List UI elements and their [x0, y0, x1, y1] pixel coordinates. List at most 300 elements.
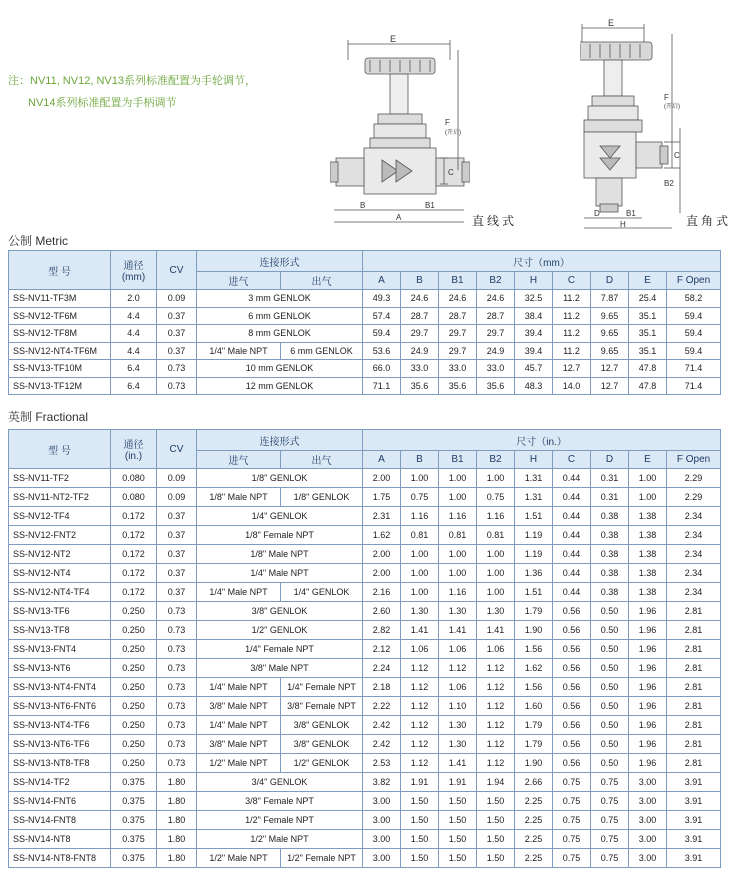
cell-dim: 0.75 [553, 773, 591, 792]
label-e-angle: E [608, 18, 615, 28]
cell-dim: 1.50 [477, 811, 515, 830]
cell-dim: 1.00 [401, 583, 439, 602]
cell-outlet: 1/4" GENLOK [281, 583, 363, 602]
label-a: A [396, 213, 402, 222]
cell-dim: 1.96 [629, 678, 667, 697]
header-dim-h: H [515, 451, 553, 469]
cell-outlet: 3/8" Female NPT [281, 697, 363, 716]
cell-dim: 2.81 [667, 716, 721, 735]
cell-dim: 1.90 [515, 621, 553, 640]
cell-dim: 35.6 [477, 377, 515, 395]
cell-bore: 4.4 [111, 342, 157, 360]
header-dimensions: 尺寸（in.） [363, 430, 721, 451]
cell-dim: 33.0 [439, 360, 477, 378]
cell-dim: 28.7 [477, 307, 515, 325]
cell-dim: 0.31 [591, 488, 629, 507]
cell-model: SS-NV13-TF10M [9, 360, 111, 378]
cell-bore: 0.172 [111, 507, 157, 526]
cell-cv: 0.73 [157, 621, 197, 640]
cell-dim: 0.81 [439, 526, 477, 545]
cell-dim: 1.16 [439, 583, 477, 602]
cell-dim: 1.75 [363, 488, 401, 507]
cell-dim: 1.16 [439, 507, 477, 526]
cell-dim: 14.0 [553, 377, 591, 395]
cell-dim: 0.44 [553, 488, 591, 507]
cell-dim: 0.44 [553, 545, 591, 564]
cell-dim: 2.16 [363, 583, 401, 602]
label-h: H [620, 220, 626, 229]
cell-cv: 0.37 [157, 526, 197, 545]
cell-dim: 0.44 [553, 469, 591, 488]
cell-dim: 1.12 [401, 659, 439, 678]
header-dim-f-open: F Open [667, 451, 721, 469]
cell-cv: 1.80 [157, 811, 197, 830]
header-inlet: 进气 [197, 451, 281, 469]
cell-dim: 35.6 [439, 377, 477, 395]
table-row [9, 773, 727, 792]
header-inlet: 进气 [197, 272, 281, 290]
table-row [9, 360, 727, 378]
config-note [8, 70, 256, 114]
cell-dim: 2.66 [515, 773, 553, 792]
table-row [9, 830, 727, 849]
cell-dim: 1.19 [515, 545, 553, 564]
table-row [9, 735, 727, 754]
cell-cv: 0.73 [157, 640, 197, 659]
cell-bore: 0.080 [111, 488, 157, 507]
cell-bore: 0.250 [111, 678, 157, 697]
cell-dim: 1.30 [439, 716, 477, 735]
header-outlet: 出气 [281, 451, 363, 469]
cell-dim: 0.75 [591, 830, 629, 849]
cell-dim: 1.91 [401, 773, 439, 792]
cell-dim: 3.00 [629, 792, 667, 811]
cell-dim: 0.50 [591, 735, 629, 754]
note-line-1: 注：NV11, NV12, NV13系列标准配置为手轮调节， [8, 75, 256, 87]
cell-dim: 24.6 [439, 290, 477, 308]
cell-dim: 71.4 [667, 360, 721, 378]
cell-dim: 0.56 [553, 602, 591, 621]
cell-bore: 0.250 [111, 735, 157, 754]
cell-dim: 59.4 [363, 325, 401, 343]
cell-dim: 0.75 [591, 811, 629, 830]
cell-model: SS-NV13-TF6 [9, 602, 111, 621]
cell-dim: 28.7 [439, 307, 477, 325]
cell-dim: 2.29 [667, 469, 721, 488]
cell-outlet: 1/2" Female NPT [281, 849, 363, 868]
header-dim-d: D [591, 451, 629, 469]
cell-dim: 1.16 [401, 507, 439, 526]
cell-dim: 1.50 [401, 830, 439, 849]
label-e: E [390, 34, 397, 44]
metric-title: 公制 Metric [8, 234, 69, 248]
cell-cv: 0.09 [157, 488, 197, 507]
cell-dim: 1.96 [629, 602, 667, 621]
cell-cv: 0.37 [157, 507, 197, 526]
cell-dim: 1.56 [515, 678, 553, 697]
cell-dim: 0.44 [553, 526, 591, 545]
cell-dim: 1.30 [439, 735, 477, 754]
cell-dim: 1.00 [477, 583, 515, 602]
cell-dim: 3.00 [363, 811, 401, 830]
cell-dim: 1.96 [629, 754, 667, 773]
cell-dim: 0.38 [591, 545, 629, 564]
cell-dim: 2.34 [667, 507, 721, 526]
cell-dim: 3.00 [629, 830, 667, 849]
cell-dim: 1.96 [629, 716, 667, 735]
cell-dim: 24.6 [477, 290, 515, 308]
table-row [9, 697, 727, 716]
cell-dim: 1.79 [515, 735, 553, 754]
cell-dim: 1.50 [401, 811, 439, 830]
cell-dim: 12.7 [591, 377, 629, 395]
cell-dim: 29.7 [439, 342, 477, 360]
cell-dim: 11.2 [553, 342, 591, 360]
cell-dim: 59.4 [667, 342, 721, 360]
cell-bore: 4.4 [111, 307, 157, 325]
header-bore: 通径 (in.) [111, 430, 157, 469]
cell-outlet: 6 mm GENLOK [281, 342, 363, 360]
cell-dim: 1.94 [477, 773, 515, 792]
cell-dim: 1.06 [439, 640, 477, 659]
cell-dim: 11.2 [553, 325, 591, 343]
table-row [9, 307, 727, 325]
cell-dim: 1.12 [439, 659, 477, 678]
header-dim-b2: B2 [477, 272, 515, 290]
cell-dim: 1.30 [477, 602, 515, 621]
svg-text:F: F [445, 118, 450, 127]
cell-model: SS-NV14-TF2 [9, 773, 111, 792]
cell-dim: 3.91 [667, 830, 721, 849]
cell-dim: 0.75 [553, 811, 591, 830]
svg-text:(开启): (开启) [445, 130, 461, 136]
cell-dim: 1.50 [477, 849, 515, 868]
table-row [9, 564, 727, 583]
cell-dim: 29.7 [401, 325, 439, 343]
cell-dim: 1.41 [477, 621, 515, 640]
cell-dim: 2.31 [363, 507, 401, 526]
cell-dim: 2.00 [363, 545, 401, 564]
cell-dim: 2.81 [667, 735, 721, 754]
cell-inlet: 1/4" Male NPT [197, 583, 281, 602]
cell-dim: 25.4 [629, 290, 667, 308]
cell-bore: 0.172 [111, 583, 157, 602]
cell-dim: 39.4 [515, 342, 553, 360]
cell-model: SS-NV13-FNT4 [9, 640, 111, 659]
header-outlet: 出气 [281, 272, 363, 290]
cell-dim: 3.91 [667, 811, 721, 830]
header-cv: CV [157, 251, 197, 290]
table-row [9, 526, 727, 545]
cell-dim: 0.56 [553, 697, 591, 716]
cell-dim: 0.50 [591, 697, 629, 716]
label-b1-angle: B1 [626, 209, 636, 218]
cell-dim: 2.25 [515, 792, 553, 811]
cell-dim: 2.34 [667, 583, 721, 602]
fractional-table [8, 429, 727, 868]
cell-dim: 0.50 [591, 716, 629, 735]
header-dim-b2: B2 [477, 451, 515, 469]
cell-bore: 0.250 [111, 621, 157, 640]
cell-dim: 1.96 [629, 659, 667, 678]
cell-model: SS-NV13-NT4-FNT4 [9, 678, 111, 697]
cell-dim: 1.12 [477, 678, 515, 697]
cell-dim: 2.12 [363, 640, 401, 659]
cell-dim: 2.81 [667, 754, 721, 773]
svg-text:(开启): (开启) [664, 104, 680, 110]
label-c: C [448, 168, 454, 177]
table-row [9, 290, 727, 308]
cell-model: SS-NV14-FNT8 [9, 811, 111, 830]
cell-dim: 1.62 [515, 659, 553, 678]
cell-dim: 1.79 [515, 602, 553, 621]
cell-dim: 1.00 [477, 469, 515, 488]
cell-dim: 3.00 [629, 811, 667, 830]
cell-cv: 1.80 [157, 773, 197, 792]
cell-dim: 7.87 [591, 290, 629, 308]
cell-dim: 2.81 [667, 659, 721, 678]
cell-bore: 0.375 [111, 849, 157, 868]
cell-cv: 0.37 [157, 307, 197, 325]
cell-inlet: 1/4" Male NPT [197, 716, 281, 735]
cell-bore: 0.375 [111, 811, 157, 830]
cell-cv: 0.73 [157, 659, 197, 678]
cell-bore: 0.250 [111, 697, 157, 716]
cell-dim: 1.50 [477, 792, 515, 811]
table-row [9, 659, 727, 678]
cell-dim: 1.41 [401, 621, 439, 640]
cell-cv: 1.80 [157, 849, 197, 868]
header-dim-c: C [553, 451, 591, 469]
cell-cv: 0.37 [157, 564, 197, 583]
cell-dim: 1.38 [629, 545, 667, 564]
cell-dim: 2.00 [363, 564, 401, 583]
cell-dim: 1.12 [401, 697, 439, 716]
cell-inlet: 1/8" Male NPT [197, 488, 281, 507]
cell-bore: 0.250 [111, 754, 157, 773]
header-dim-b: B [401, 272, 439, 290]
cell-dim: 0.75 [591, 792, 629, 811]
cell-dim: 32.5 [515, 290, 553, 308]
table-row [9, 678, 727, 697]
cell-dim: 59.4 [667, 325, 721, 343]
angle-valve-drawing [580, 18, 690, 233]
cell-model: SS-NV12-TF6M [9, 307, 111, 325]
cell-model: SS-NV12-NT4-TF6M [9, 342, 111, 360]
table-row [9, 377, 727, 395]
cell-model: SS-NV13-NT4-TF6 [9, 716, 111, 735]
cell-model: SS-NV13-NT6-FNT6 [9, 697, 111, 716]
cell-dim: 33.0 [477, 360, 515, 378]
cell-dim: 2.00 [363, 469, 401, 488]
cell-dim: 1.16 [477, 507, 515, 526]
cell-dim: 9.65 [591, 307, 629, 325]
cell-dim: 1.00 [439, 545, 477, 564]
cell-connection: 6 mm GENLOK [197, 307, 363, 325]
cell-dim: 1.12 [401, 735, 439, 754]
cell-dim: 48.3 [515, 377, 553, 395]
cell-dim: 0.50 [591, 659, 629, 678]
cell-cv: 0.37 [157, 583, 197, 602]
cell-connection: 1/8" Female NPT [197, 526, 363, 545]
cell-model: SS-NV11-TF2 [9, 469, 111, 488]
cell-dim: 47.8 [629, 360, 667, 378]
cell-bore: 0.375 [111, 773, 157, 792]
cell-dim: 1.00 [401, 545, 439, 564]
cell-dim: 1.56 [515, 640, 553, 659]
cell-dim: 49.3 [363, 290, 401, 308]
cell-inlet: 3/8" Male NPT [197, 735, 281, 754]
cell-bore: 0.375 [111, 792, 157, 811]
cell-dim: 2.25 [515, 830, 553, 849]
cell-dim: 0.38 [591, 564, 629, 583]
cell-dim: 1.50 [439, 830, 477, 849]
cell-dim: 3.91 [667, 792, 721, 811]
cell-cv: 0.37 [157, 545, 197, 564]
cell-connection: 3/8" Female NPT [197, 792, 363, 811]
cell-dim: 2.34 [667, 545, 721, 564]
cell-dim: 1.50 [439, 849, 477, 868]
cell-dim: 0.75 [553, 792, 591, 811]
cell-connection: 3/8" GENLOK [197, 602, 363, 621]
cell-dim: 1.06 [439, 678, 477, 697]
cell-cv: 0.73 [157, 377, 197, 395]
cell-bore: 0.250 [111, 659, 157, 678]
cell-dim: 0.50 [591, 754, 629, 773]
cell-dim: 2.81 [667, 602, 721, 621]
cell-dim: 35.1 [629, 307, 667, 325]
cell-dim: 1.38 [629, 507, 667, 526]
cell-cv: 0.73 [157, 716, 197, 735]
cell-dim: 1.06 [477, 640, 515, 659]
cell-model: SS-NV12-NT2 [9, 545, 111, 564]
cell-cv: 0.73 [157, 678, 197, 697]
cell-dim: 1.38 [629, 526, 667, 545]
cell-outlet: 3/8" GENLOK [281, 716, 363, 735]
label-c-angle: C [674, 151, 680, 160]
cell-dim: 39.4 [515, 325, 553, 343]
cell-dim: 1.41 [439, 621, 477, 640]
cell-model: SS-NV14-NT8-FNT8 [9, 849, 111, 868]
cell-bore: 0.250 [111, 602, 157, 621]
table-row [9, 716, 727, 735]
cell-dim: 24.9 [401, 342, 439, 360]
cell-dim: 0.56 [553, 754, 591, 773]
header-dim-a: A [363, 272, 401, 290]
cell-cv: 0.73 [157, 360, 197, 378]
cell-dim: 3.00 [629, 849, 667, 868]
cell-dim: 1.41 [439, 754, 477, 773]
header-dimensions: 尺寸（mm） [363, 251, 721, 272]
header-cv: CV [157, 430, 197, 469]
cell-dim: 58.2 [667, 290, 721, 308]
cell-dim: 0.44 [553, 583, 591, 602]
cell-connection: 1/4" Male NPT [197, 564, 363, 583]
cell-dim: 1.19 [515, 526, 553, 545]
cell-dim: 0.56 [553, 716, 591, 735]
header-dim-b1: B1 [439, 272, 477, 290]
cell-dim: 1.60 [515, 697, 553, 716]
cell-dim: 0.50 [591, 621, 629, 640]
cell-cv: 0.73 [157, 697, 197, 716]
cell-model: SS-NV12-FNT2 [9, 526, 111, 545]
table-row [9, 583, 727, 602]
cell-dim: 1.30 [401, 602, 439, 621]
header-dim-f-open: F Open [667, 272, 721, 290]
table-row [9, 754, 727, 773]
cell-dim: 2.81 [667, 621, 721, 640]
cell-dim: 1.12 [401, 716, 439, 735]
cell-dim: 0.56 [553, 735, 591, 754]
cell-outlet: 1/8" GENLOK [281, 488, 363, 507]
cell-dim: 1.96 [629, 697, 667, 716]
cell-dim: 1.00 [477, 564, 515, 583]
cell-dim: 2.53 [363, 754, 401, 773]
header-dim-a: A [363, 451, 401, 469]
cell-dim: 35.6 [401, 377, 439, 395]
cell-dim: 1.00 [439, 564, 477, 583]
cell-cv: 0.73 [157, 602, 197, 621]
cell-dim: 1.12 [477, 697, 515, 716]
svg-text:F: F [664, 93, 669, 102]
cell-dim: 2.29 [667, 488, 721, 507]
cell-dim: 0.56 [553, 621, 591, 640]
cell-dim: 66.0 [363, 360, 401, 378]
cell-dim: 0.75 [477, 488, 515, 507]
cell-dim: 1.06 [401, 640, 439, 659]
cell-dim: 59.4 [667, 307, 721, 325]
cell-dim: 0.75 [591, 849, 629, 868]
header-connection: 连接形式 [197, 430, 363, 451]
cell-dim: 3.00 [363, 849, 401, 868]
cell-dim: 2.34 [667, 526, 721, 545]
cell-dim: 33.0 [401, 360, 439, 378]
cell-inlet: 1/2" Male NPT [197, 849, 281, 868]
straight-caption: 直线式 [472, 214, 518, 228]
cell-dim: 1.50 [401, 792, 439, 811]
cell-dim: 1.62 [363, 526, 401, 545]
cell-dim: 71.1 [363, 377, 401, 395]
cell-dim: 2.60 [363, 602, 401, 621]
cell-dim: 2.82 [363, 621, 401, 640]
cell-bore: 0.172 [111, 526, 157, 545]
header-model: 型 号 [9, 430, 111, 469]
cell-dim: 1.00 [401, 564, 439, 583]
cell-dim: 29.7 [439, 325, 477, 343]
cell-cv: 0.09 [157, 469, 197, 488]
cell-dim: 0.75 [553, 849, 591, 868]
cell-dim: 1.12 [477, 735, 515, 754]
cell-model: SS-NV13-TF12M [9, 377, 111, 395]
cell-dim: 11.2 [553, 290, 591, 308]
cell-dim: 2.34 [667, 564, 721, 583]
label-b2: B2 [664, 179, 674, 188]
cell-dim: 1.96 [629, 735, 667, 754]
cell-dim: 0.50 [591, 678, 629, 697]
cell-dim: 1.96 [629, 640, 667, 659]
table-row [9, 602, 727, 621]
cell-dim: 47.8 [629, 377, 667, 395]
cell-model: SS-NV13-NT8-TF8 [9, 754, 111, 773]
table-row [9, 488, 727, 507]
cell-dim: 45.7 [515, 360, 553, 378]
cell-cv: 1.80 [157, 830, 197, 849]
cell-dim: 3.00 [363, 792, 401, 811]
cell-dim: 1.10 [439, 697, 477, 716]
cell-dim: 9.65 [591, 325, 629, 343]
cell-connection: 1/2" GENLOK [197, 621, 363, 640]
cell-dim: 0.44 [553, 564, 591, 583]
